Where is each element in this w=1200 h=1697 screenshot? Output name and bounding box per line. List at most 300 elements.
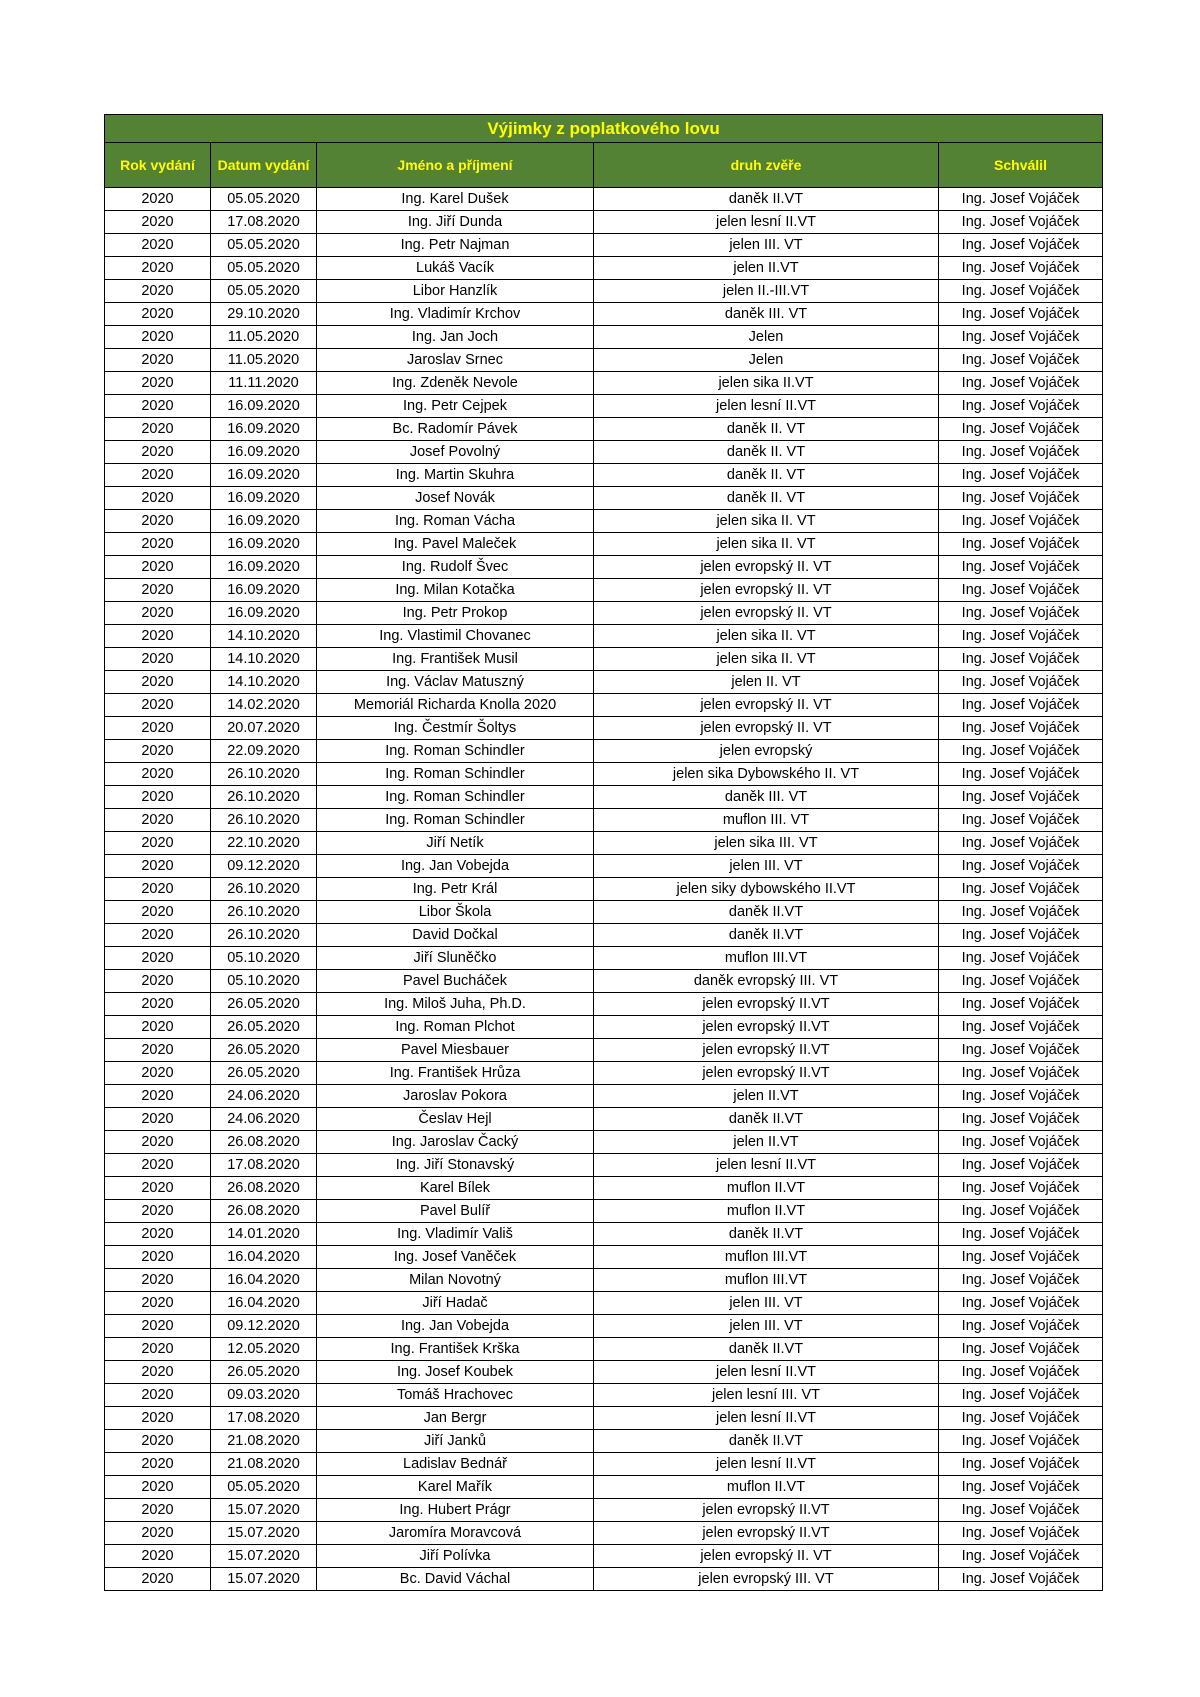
cell-game: daněk evropský III. VT: [594, 970, 939, 993]
cell-year: 2020: [105, 1430, 211, 1453]
cell-game: muflon II.VT: [594, 1200, 939, 1223]
table-row: [105, 1292, 1103, 1315]
cell-year: 2020: [105, 257, 211, 280]
cell-year: 2020: [105, 556, 211, 579]
cell-approved: Ing. Josef Vojáček: [939, 970, 1103, 993]
cell-date: 16.04.2020: [211, 1246, 317, 1269]
table-row: [105, 1407, 1103, 1430]
cell-game: jelen sika II. VT: [594, 648, 939, 671]
cell-game: muflon II.VT: [594, 1177, 939, 1200]
cell-approved: Ing. Josef Vojáček: [939, 602, 1103, 625]
cell-game: daněk II.VT: [594, 924, 939, 947]
table-row: [105, 234, 1103, 257]
cell-game: jelen siky dybowského II.VT: [594, 878, 939, 901]
cell-year: 2020: [105, 970, 211, 993]
cell-game: jelen sika II.VT: [594, 372, 939, 395]
cell-name: Pavel Miesbauer: [317, 1039, 594, 1062]
cell-year: 2020: [105, 1269, 211, 1292]
cell-game: daněk II. VT: [594, 418, 939, 441]
cell-game: jelen lesní II.VT: [594, 1407, 939, 1430]
table-row: [105, 1062, 1103, 1085]
cell-date: 16.09.2020: [211, 579, 317, 602]
cell-approved: Ing. Josef Vojáček: [939, 855, 1103, 878]
cell-approved: Ing. Josef Vojáček: [939, 786, 1103, 809]
cell-year: 2020: [105, 717, 211, 740]
table-title: Výjimky z poplatkového lovu: [105, 115, 1103, 143]
cell-date: 15.07.2020: [211, 1499, 317, 1522]
cell-game: jelen lesní II.VT: [594, 1453, 939, 1476]
table-row: [105, 395, 1103, 418]
table-row: [105, 1269, 1103, 1292]
cell-year: 2020: [105, 832, 211, 855]
cell-approved: Ing. Josef Vojáček: [939, 1430, 1103, 1453]
table-row: [105, 993, 1103, 1016]
table-row: [105, 1108, 1103, 1131]
cell-date: 22.09.2020: [211, 740, 317, 763]
cell-game: jelen sika II. VT: [594, 510, 939, 533]
cell-approved: Ing. Josef Vojáček: [939, 1154, 1103, 1177]
table-row: [105, 1177, 1103, 1200]
cell-approved: Ing. Josef Vojáček: [939, 1453, 1103, 1476]
column-header-year: Rok vydání: [105, 143, 211, 188]
cell-approved: Ing. Josef Vojáček: [939, 947, 1103, 970]
cell-date: 24.06.2020: [211, 1108, 317, 1131]
cell-name: Ladislav Bednář: [317, 1453, 594, 1476]
cell-year: 2020: [105, 1154, 211, 1177]
cell-game: daněk II.VT: [594, 901, 939, 924]
cell-game: jelen lesní II.VT: [594, 1154, 939, 1177]
cell-game: jelen evropský II.VT: [594, 1062, 939, 1085]
cell-game: muflon III.VT: [594, 1246, 939, 1269]
cell-game: daněk II. VT: [594, 487, 939, 510]
cell-date: 26.05.2020: [211, 993, 317, 1016]
cell-year: 2020: [105, 993, 211, 1016]
column-header-game: druh zvěře: [594, 143, 939, 188]
cell-name: Ing. Roman Schindler: [317, 740, 594, 763]
cell-approved: Ing. Josef Vojáček: [939, 1315, 1103, 1338]
cell-approved: Ing. Josef Vojáček: [939, 1108, 1103, 1131]
table-title-row: [105, 115, 1103, 143]
table-row: [105, 349, 1103, 372]
cell-name: Ing. Martin Skuhra: [317, 464, 594, 487]
cell-year: 2020: [105, 1499, 211, 1522]
cell-year: 2020: [105, 1062, 211, 1085]
cell-name: David Dočkal: [317, 924, 594, 947]
cell-year: 2020: [105, 924, 211, 947]
cell-approved: Ing. Josef Vojáček: [939, 1131, 1103, 1154]
cell-date: 17.08.2020: [211, 1154, 317, 1177]
cell-date: 26.05.2020: [211, 1039, 317, 1062]
cell-approved: Ing. Josef Vojáček: [939, 648, 1103, 671]
cell-name: Ing. František Krška: [317, 1338, 594, 1361]
cell-game: jelen II.VT: [594, 1085, 939, 1108]
cell-name: Bc. Radomír Pávek: [317, 418, 594, 441]
cell-approved: Ing. Josef Vojáček: [939, 257, 1103, 280]
cell-year: 2020: [105, 878, 211, 901]
cell-approved: Ing. Josef Vojáček: [939, 1407, 1103, 1430]
cell-approved: Ing. Josef Vojáček: [939, 1200, 1103, 1223]
cell-game: jelen evropský III. VT: [594, 1568, 939, 1591]
table-row: [105, 832, 1103, 855]
cell-date: 16.09.2020: [211, 487, 317, 510]
cell-name: Ing. Roman Schindler: [317, 786, 594, 809]
cell-approved: Ing. Josef Vojáček: [939, 1361, 1103, 1384]
cell-name: Ing. Josef Vaněček: [317, 1246, 594, 1269]
cell-date: 16.04.2020: [211, 1269, 317, 1292]
cell-game: muflon II.VT: [594, 1476, 939, 1499]
cell-date: 26.10.2020: [211, 786, 317, 809]
table-row: [105, 464, 1103, 487]
cell-game: jelen II. VT: [594, 671, 939, 694]
cell-year: 2020: [105, 1315, 211, 1338]
table-row: [105, 717, 1103, 740]
cell-approved: Ing. Josef Vojáček: [939, 234, 1103, 257]
table-row: [105, 648, 1103, 671]
cell-date: 09.12.2020: [211, 1315, 317, 1338]
cell-date: 26.05.2020: [211, 1361, 317, 1384]
cell-date: 12.05.2020: [211, 1338, 317, 1361]
table-row: [105, 418, 1103, 441]
cell-name: Ing. Jaroslav Čacký: [317, 1131, 594, 1154]
cell-game: jelen II.-III.VT: [594, 280, 939, 303]
column-header-approved: Schválil: [939, 143, 1103, 188]
cell-name: Libor Škola: [317, 901, 594, 924]
cell-date: 20.07.2020: [211, 717, 317, 740]
cell-date: 11.05.2020: [211, 326, 317, 349]
cell-approved: Ing. Josef Vojáček: [939, 740, 1103, 763]
cell-year: 2020: [105, 533, 211, 556]
cell-year: 2020: [105, 234, 211, 257]
cell-name: Ing. Karel Dušek: [317, 188, 594, 211]
cell-date: 14.10.2020: [211, 648, 317, 671]
cell-date: 05.10.2020: [211, 947, 317, 970]
cell-date: 16.04.2020: [211, 1292, 317, 1315]
table-row: [105, 487, 1103, 510]
cell-year: 2020: [105, 1338, 211, 1361]
cell-year: 2020: [105, 1453, 211, 1476]
cell-date: 24.06.2020: [211, 1085, 317, 1108]
cell-game: jelen evropský II.VT: [594, 1039, 939, 1062]
cell-date: 17.08.2020: [211, 1407, 317, 1430]
cell-name: Ing. Josef Koubek: [317, 1361, 594, 1384]
cell-year: 2020: [105, 1085, 211, 1108]
cell-approved: Ing. Josef Vojáček: [939, 510, 1103, 533]
cell-year: 2020: [105, 1361, 211, 1384]
cell-name: Jaroslav Pokora: [317, 1085, 594, 1108]
cell-date: 15.07.2020: [211, 1568, 317, 1591]
table-row: [105, 1131, 1103, 1154]
cell-approved: Ing. Josef Vojáček: [939, 1545, 1103, 1568]
cell-name: Lukáš Vacík: [317, 257, 594, 280]
cell-game: jelen evropský II. VT: [594, 717, 939, 740]
cell-year: 2020: [105, 211, 211, 234]
cell-year: 2020: [105, 740, 211, 763]
cell-name: Ing. Roman Schindler: [317, 763, 594, 786]
cell-approved: Ing. Josef Vojáček: [939, 487, 1103, 510]
cell-approved: Ing. Josef Vojáček: [939, 1177, 1103, 1200]
cell-name: Ing. Petr Cejpek: [317, 395, 594, 418]
cell-approved: Ing. Josef Vojáček: [939, 188, 1103, 211]
cell-approved: Ing. Josef Vojáček: [939, 832, 1103, 855]
cell-date: 16.09.2020: [211, 418, 317, 441]
cell-game: jelen III. VT: [594, 234, 939, 257]
cell-game: jelen lesní III. VT: [594, 1384, 939, 1407]
cell-date: 21.08.2020: [211, 1430, 317, 1453]
cell-game: muflon III.VT: [594, 947, 939, 970]
cell-approved: Ing. Josef Vojáček: [939, 211, 1103, 234]
cell-approved: Ing. Josef Vojáček: [939, 1476, 1103, 1499]
cell-year: 2020: [105, 326, 211, 349]
cell-game: Jelen: [594, 326, 939, 349]
cell-approved: Ing. Josef Vojáček: [939, 1292, 1103, 1315]
cell-game: jelen III. VT: [594, 1315, 939, 1338]
cell-year: 2020: [105, 395, 211, 418]
table-row: [105, 1085, 1103, 1108]
cell-name: Jan Bergr: [317, 1407, 594, 1430]
cell-date: 09.12.2020: [211, 855, 317, 878]
cell-name: Libor Hanzlík: [317, 280, 594, 303]
cell-name: Ing. Rudolf Švec: [317, 556, 594, 579]
cell-approved: Ing. Josef Vojáček: [939, 878, 1103, 901]
cell-name: Ing. Jan Vobejda: [317, 1315, 594, 1338]
cell-approved: Ing. Josef Vojáček: [939, 763, 1103, 786]
cell-year: 2020: [105, 487, 211, 510]
cell-game: jelen lesní II.VT: [594, 395, 939, 418]
cell-approved: Ing. Josef Vojáček: [939, 1223, 1103, 1246]
cell-date: 26.10.2020: [211, 924, 317, 947]
cell-year: 2020: [105, 1292, 211, 1315]
cell-year: 2020: [105, 694, 211, 717]
cell-date: 05.05.2020: [211, 257, 317, 280]
table-row: [105, 1568, 1103, 1591]
cell-game: jelen III. VT: [594, 1292, 939, 1315]
table-row: [105, 211, 1103, 234]
cell-approved: Ing. Josef Vojáček: [939, 372, 1103, 395]
cell-date: 14.02.2020: [211, 694, 317, 717]
table-row: [105, 1384, 1103, 1407]
table-row: [105, 1361, 1103, 1384]
cell-approved: Ing. Josef Vojáček: [939, 625, 1103, 648]
cell-year: 2020: [105, 1407, 211, 1430]
cell-game: daněk III. VT: [594, 303, 939, 326]
cell-year: 2020: [105, 1131, 211, 1154]
table-row: [105, 1476, 1103, 1499]
table-row: [105, 878, 1103, 901]
cell-game: jelen sika II. VT: [594, 625, 939, 648]
cell-year: 2020: [105, 901, 211, 924]
cell-game: jelen evropský II. VT: [594, 694, 939, 717]
cell-year: 2020: [105, 947, 211, 970]
cell-year: 2020: [105, 1246, 211, 1269]
cell-date: 26.10.2020: [211, 878, 317, 901]
cell-game: daněk II. VT: [594, 464, 939, 487]
table-row: [105, 855, 1103, 878]
cell-name: Ing. Václav Matuszný: [317, 671, 594, 694]
table-row: [105, 947, 1103, 970]
table-row: [105, 1430, 1103, 1453]
cell-year: 2020: [105, 1039, 211, 1062]
cell-approved: Ing. Josef Vojáček: [939, 717, 1103, 740]
cell-game: jelen lesní II.VT: [594, 211, 939, 234]
table-row: [105, 763, 1103, 786]
cell-year: 2020: [105, 1108, 211, 1131]
cell-year: 2020: [105, 579, 211, 602]
table-row: [105, 1016, 1103, 1039]
table-row: [105, 510, 1103, 533]
cell-approved: Ing. Josef Vojáček: [939, 1499, 1103, 1522]
table-row: [105, 1154, 1103, 1177]
table-row: [105, 671, 1103, 694]
cell-date: 17.08.2020: [211, 211, 317, 234]
cell-date: 16.09.2020: [211, 395, 317, 418]
cell-date: 16.09.2020: [211, 510, 317, 533]
table-row: [105, 970, 1103, 993]
cell-name: Ing. Petr Najman: [317, 234, 594, 257]
cell-name: Ing. Roman Vácha: [317, 510, 594, 533]
cell-name: Jaroslav Srnec: [317, 349, 594, 372]
cell-year: 2020: [105, 1568, 211, 1591]
cell-year: 2020: [105, 1223, 211, 1246]
cell-year: 2020: [105, 602, 211, 625]
cell-year: 2020: [105, 1016, 211, 1039]
table-row: [105, 556, 1103, 579]
cell-date: 15.07.2020: [211, 1545, 317, 1568]
table-row: [105, 441, 1103, 464]
cell-date: 09.03.2020: [211, 1384, 317, 1407]
cell-approved: Ing. Josef Vojáček: [939, 1568, 1103, 1591]
cell-year: 2020: [105, 510, 211, 533]
table-row: [105, 326, 1103, 349]
table-row: [105, 257, 1103, 280]
cell-year: 2020: [105, 188, 211, 211]
cell-date: 26.05.2020: [211, 1062, 317, 1085]
cell-approved: Ing. Josef Vojáček: [939, 441, 1103, 464]
cell-year: 2020: [105, 763, 211, 786]
cell-name: Ing. Jan Vobejda: [317, 855, 594, 878]
table-row: [105, 280, 1103, 303]
cell-date: 14.10.2020: [211, 625, 317, 648]
table-row: [105, 579, 1103, 602]
cell-name: Pavel Bucháček: [317, 970, 594, 993]
table-row: [105, 901, 1103, 924]
cell-name: Ing. Petr Král: [317, 878, 594, 901]
cell-date: 26.05.2020: [211, 1016, 317, 1039]
cell-name: Ing. Petr Prokop: [317, 602, 594, 625]
cell-year: 2020: [105, 671, 211, 694]
cell-game: daněk II. VT: [594, 441, 939, 464]
cell-date: 21.08.2020: [211, 1453, 317, 1476]
cell-date: 15.07.2020: [211, 1522, 317, 1545]
cell-date: 05.05.2020: [211, 280, 317, 303]
cell-year: 2020: [105, 1384, 211, 1407]
table-row: [105, 740, 1103, 763]
cell-approved: Ing. Josef Vojáček: [939, 579, 1103, 602]
cell-name: Tomáš Hrachovec: [317, 1384, 594, 1407]
cell-game: daněk II.VT: [594, 1108, 939, 1131]
cell-name: Ing. Jan Joch: [317, 326, 594, 349]
cell-year: 2020: [105, 1545, 211, 1568]
cell-name: Ing. Roman Schindler: [317, 809, 594, 832]
cell-approved: Ing. Josef Vojáček: [939, 993, 1103, 1016]
cell-name: Ing. Milan Kotačka: [317, 579, 594, 602]
table-row: [105, 1315, 1103, 1338]
cell-date: 26.10.2020: [211, 763, 317, 786]
cell-name: Ing. Jiří Dunda: [317, 211, 594, 234]
cell-game: jelen evropský II.VT: [594, 1016, 939, 1039]
cell-date: 16.09.2020: [211, 533, 317, 556]
cell-name: Karel Bílek: [317, 1177, 594, 1200]
cell-date: 14.10.2020: [211, 671, 317, 694]
cell-game: jelen II.VT: [594, 1131, 939, 1154]
cell-name: Ing. František Musil: [317, 648, 594, 671]
cell-date: 16.09.2020: [211, 556, 317, 579]
cell-name: Ing. Vladimír Krchov: [317, 303, 594, 326]
cell-date: 11.11.2020: [211, 372, 317, 395]
cell-name: Josef Povolný: [317, 441, 594, 464]
cell-approved: Ing. Josef Vojáček: [939, 1016, 1103, 1039]
cell-approved: Ing. Josef Vojáček: [939, 349, 1103, 372]
cell-name: Ing. Zdeněk Nevole: [317, 372, 594, 395]
cell-game: jelen evropský II.VT: [594, 1522, 939, 1545]
cell-approved: Ing. Josef Vojáček: [939, 1522, 1103, 1545]
cell-date: 26.10.2020: [211, 809, 317, 832]
cell-date: 26.10.2020: [211, 901, 317, 924]
cell-date: 26.08.2020: [211, 1131, 317, 1154]
exemptions-table: [104, 114, 1103, 1591]
table-row: [105, 1338, 1103, 1361]
cell-game: muflon III. VT: [594, 809, 939, 832]
cell-game: jelen sika II. VT: [594, 533, 939, 556]
table-body: [105, 188, 1103, 1591]
cell-game: daněk II.VT: [594, 1430, 939, 1453]
cell-approved: Ing. Josef Vojáček: [939, 395, 1103, 418]
cell-approved: Ing. Josef Vojáček: [939, 326, 1103, 349]
cell-name: Ing. František Hrůza: [317, 1062, 594, 1085]
cell-game: daněk II.VT: [594, 188, 939, 211]
table-row: [105, 694, 1103, 717]
cell-approved: Ing. Josef Vojáček: [939, 924, 1103, 947]
cell-year: 2020: [105, 786, 211, 809]
cell-date: 05.05.2020: [211, 234, 317, 257]
table-row: [105, 1545, 1103, 1568]
cell-year: 2020: [105, 372, 211, 395]
cell-game: daněk II.VT: [594, 1223, 939, 1246]
cell-year: 2020: [105, 1177, 211, 1200]
table-row: [105, 1200, 1103, 1223]
cell-approved: Ing. Josef Vojáček: [939, 1269, 1103, 1292]
table-row: [105, 1246, 1103, 1269]
cell-approved: Ing. Josef Vojáček: [939, 1384, 1103, 1407]
cell-game: jelen evropský II.VT: [594, 993, 939, 1016]
cell-name: Ing. Miloš Juha, Ph.D.: [317, 993, 594, 1016]
table-row: [105, 1223, 1103, 1246]
cell-name: Ing. Hubert Prágr: [317, 1499, 594, 1522]
table-row: [105, 1039, 1103, 1062]
cell-game: jelen evropský: [594, 740, 939, 763]
table-row: [105, 372, 1103, 395]
cell-date: 29.10.2020: [211, 303, 317, 326]
table-row: [105, 1499, 1103, 1522]
cell-date: 26.08.2020: [211, 1177, 317, 1200]
cell-date: 11.05.2020: [211, 349, 317, 372]
cell-date: 14.01.2020: [211, 1223, 317, 1246]
cell-name: Jiří Sluněčko: [317, 947, 594, 970]
cell-year: 2020: [105, 1522, 211, 1545]
cell-approved: Ing. Josef Vojáček: [939, 464, 1103, 487]
cell-year: 2020: [105, 648, 211, 671]
cell-game: jelen evropský II. VT: [594, 556, 939, 579]
cell-approved: Ing. Josef Vojáček: [939, 533, 1103, 556]
